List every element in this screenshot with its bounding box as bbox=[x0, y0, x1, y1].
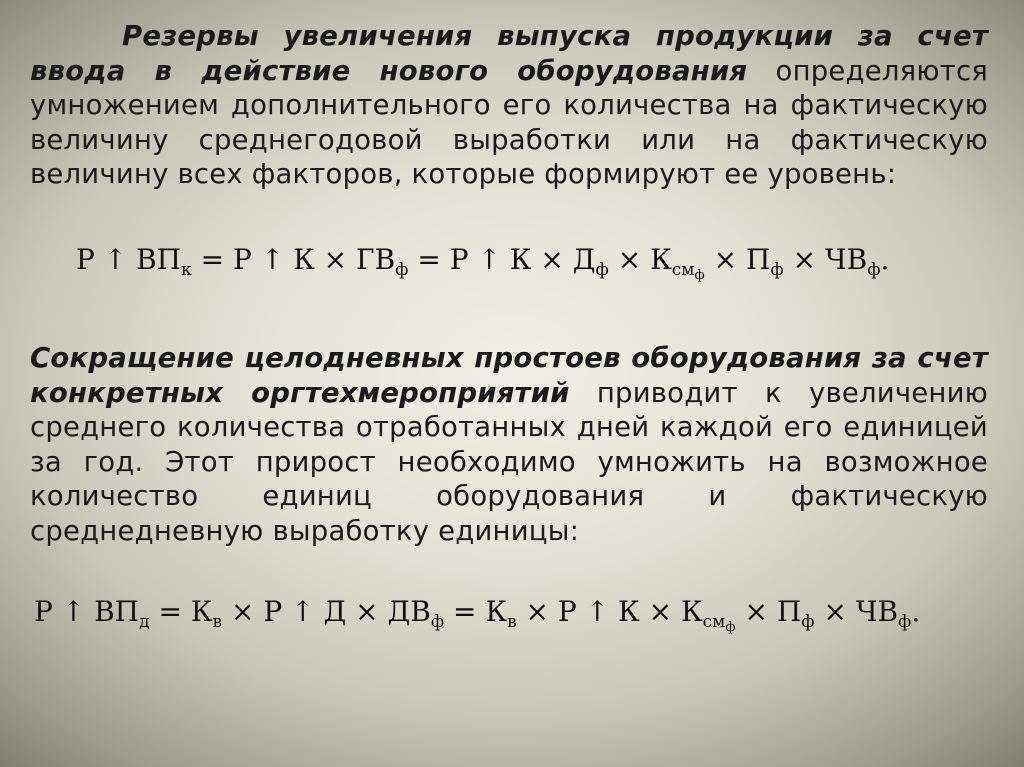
formula-nested-subscript: ф bbox=[694, 268, 705, 283]
formula-part: . bbox=[911, 595, 921, 628]
formula-part: = Р ↑ К × ГВ bbox=[191, 243, 396, 276]
formula-subscript: к bbox=[181, 260, 192, 280]
formula-subscript: в bbox=[212, 612, 223, 632]
formula-part: × Р ↑ Д × ДВ bbox=[222, 595, 431, 628]
formula-part: Р ↑ ВП bbox=[76, 243, 182, 276]
formula-part: × П bbox=[704, 243, 771, 276]
formula-subscript bbox=[702, 612, 736, 635]
formula-part: = К bbox=[149, 595, 213, 628]
formula-subscript: ф bbox=[395, 260, 409, 280]
formula-part: = Р ↑ К × Д bbox=[408, 243, 596, 276]
formula-subscript: в bbox=[507, 612, 517, 632]
formula-part: × Р ↑ К × К bbox=[516, 595, 703, 628]
formula-subscript: ф bbox=[801, 612, 815, 632]
formula-subscript: д bbox=[139, 612, 150, 632]
formula-part: = К bbox=[444, 595, 508, 628]
formula-subscript: ф bbox=[770, 260, 784, 280]
formula-part: × К bbox=[608, 243, 672, 276]
formula-downtime-reduction bbox=[34, 595, 920, 635]
formula-subscript-text: см bbox=[671, 260, 695, 280]
formula-subscript: ф bbox=[898, 612, 912, 632]
paragraph-new-equipment-emphasis: Резервы увеличения выпуска продукции за счет ввода в действие нового оборудования bbox=[30, 20, 988, 87]
paragraph-downtime-reduction-text: приводит к увеличению среднего количества отработанных дней каждой его единицей за год. Этот прирост необходимо умножить на возможное количество единиц оборудования и фактическую среднедневную выработку единицы: bbox=[30, 376, 988, 547]
formula-part: × ЧВ bbox=[783, 243, 868, 276]
formula-subscript: ф bbox=[595, 260, 609, 280]
paragraph-new-equipment bbox=[30, 19, 988, 192]
formula-nested-subscript: ф bbox=[725, 620, 736, 635]
formula-part: . bbox=[880, 243, 890, 276]
formula-subscript bbox=[671, 260, 705, 283]
formula-part: × ЧВ bbox=[814, 595, 899, 628]
paragraph-new-equipment-text: определяются умножением дополнительного его количества на фактическую величину среднегодовой выработки или на фактическую величину всех факторов, которые формируют ее уровень: bbox=[30, 54, 989, 190]
formula-part: × П bbox=[735, 595, 802, 628]
formula-subscript: ф bbox=[430, 612, 445, 632]
formula-subscript-text: см bbox=[702, 612, 726, 632]
formula-new-equipment bbox=[76, 243, 889, 283]
formula-part: Р ↑ ВП bbox=[34, 595, 140, 628]
formula-subscript: ф bbox=[867, 260, 881, 280]
paragraph-downtime-reduction-emphasis: Сокращение целодневных простоев оборудования за счет конкретных оргтехмероприятий bbox=[30, 342, 988, 409]
paragraph-downtime-reduction bbox=[30, 341, 988, 548]
